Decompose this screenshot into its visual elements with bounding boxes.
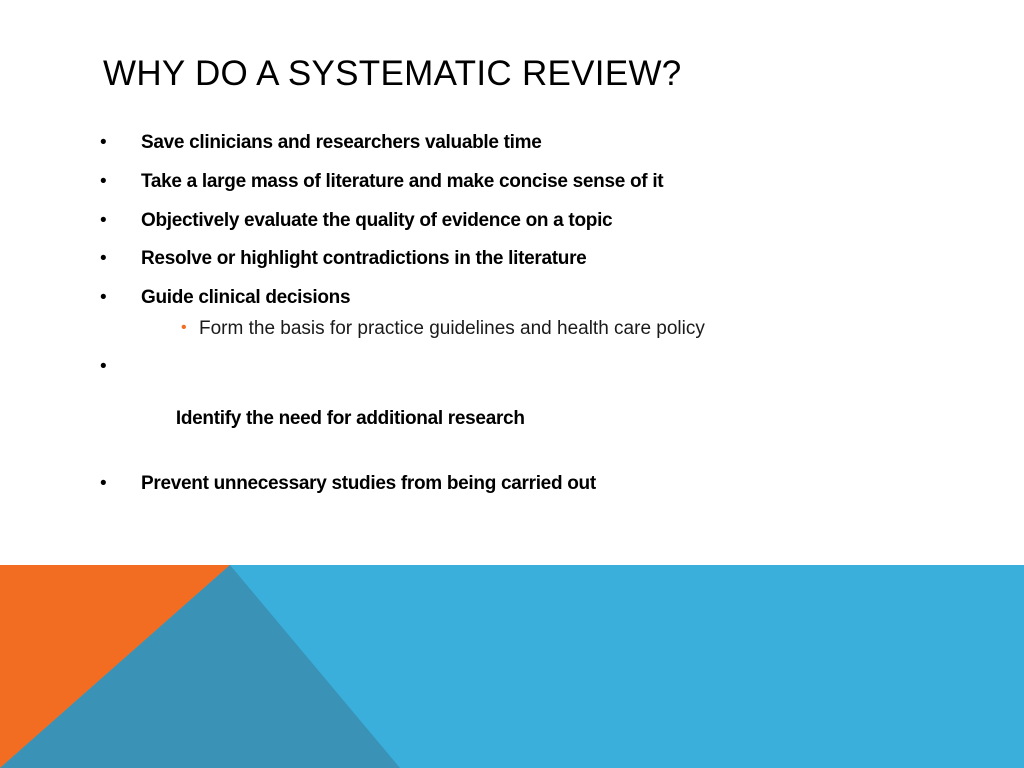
sub-bullet-dot: •: [181, 319, 187, 337]
bullet-item: [100, 354, 960, 458]
bullet-item: [100, 471, 960, 497]
bullet-dot: •: [100, 248, 107, 270]
bullet-item: [100, 246, 960, 272]
sub-bullet-list: [141, 317, 960, 341]
sub-bullet-text: Form the basis for practice guidelines and health care policy: [199, 318, 705, 340]
bullet-dot: •: [100, 472, 107, 494]
bullet-text: Guide clinical decisions: [141, 287, 351, 309]
bullet-dot: •: [100, 355, 107, 377]
decorative-footer-shapes: [0, 565, 1024, 768]
bullet-item: [100, 208, 960, 234]
bullet-text: Take a large mass of literature and make concise sense of it: [141, 170, 664, 192]
bullet-text: Resolve or highlight contradictions in the literature: [141, 248, 587, 270]
sub-bullet-item: [181, 317, 960, 341]
bullet-list: [100, 130, 960, 510]
bullet-item: [100, 285, 960, 341]
bullet-text: Save clinicians and researchers valuable time: [141, 132, 542, 153]
bullet-text: Prevent unnecessary studies from being carried out: [141, 472, 596, 494]
bullet-item: [100, 130, 960, 156]
bullet-dot: •: [100, 132, 107, 153]
bullet-text: Identify the need for additional research: [170, 407, 525, 429]
bullet-dot: •: [100, 209, 107, 231]
slide-title: WHY DO A SYSTEMATIC REVIEW?: [103, 54, 682, 93]
bullet-dot: •: [100, 170, 107, 192]
bullet-text: Objectively evaluate the quality of evidence on a topic: [141, 209, 613, 231]
bullet-item: [100, 169, 960, 195]
bullet-dot: •: [100, 287, 107, 309]
